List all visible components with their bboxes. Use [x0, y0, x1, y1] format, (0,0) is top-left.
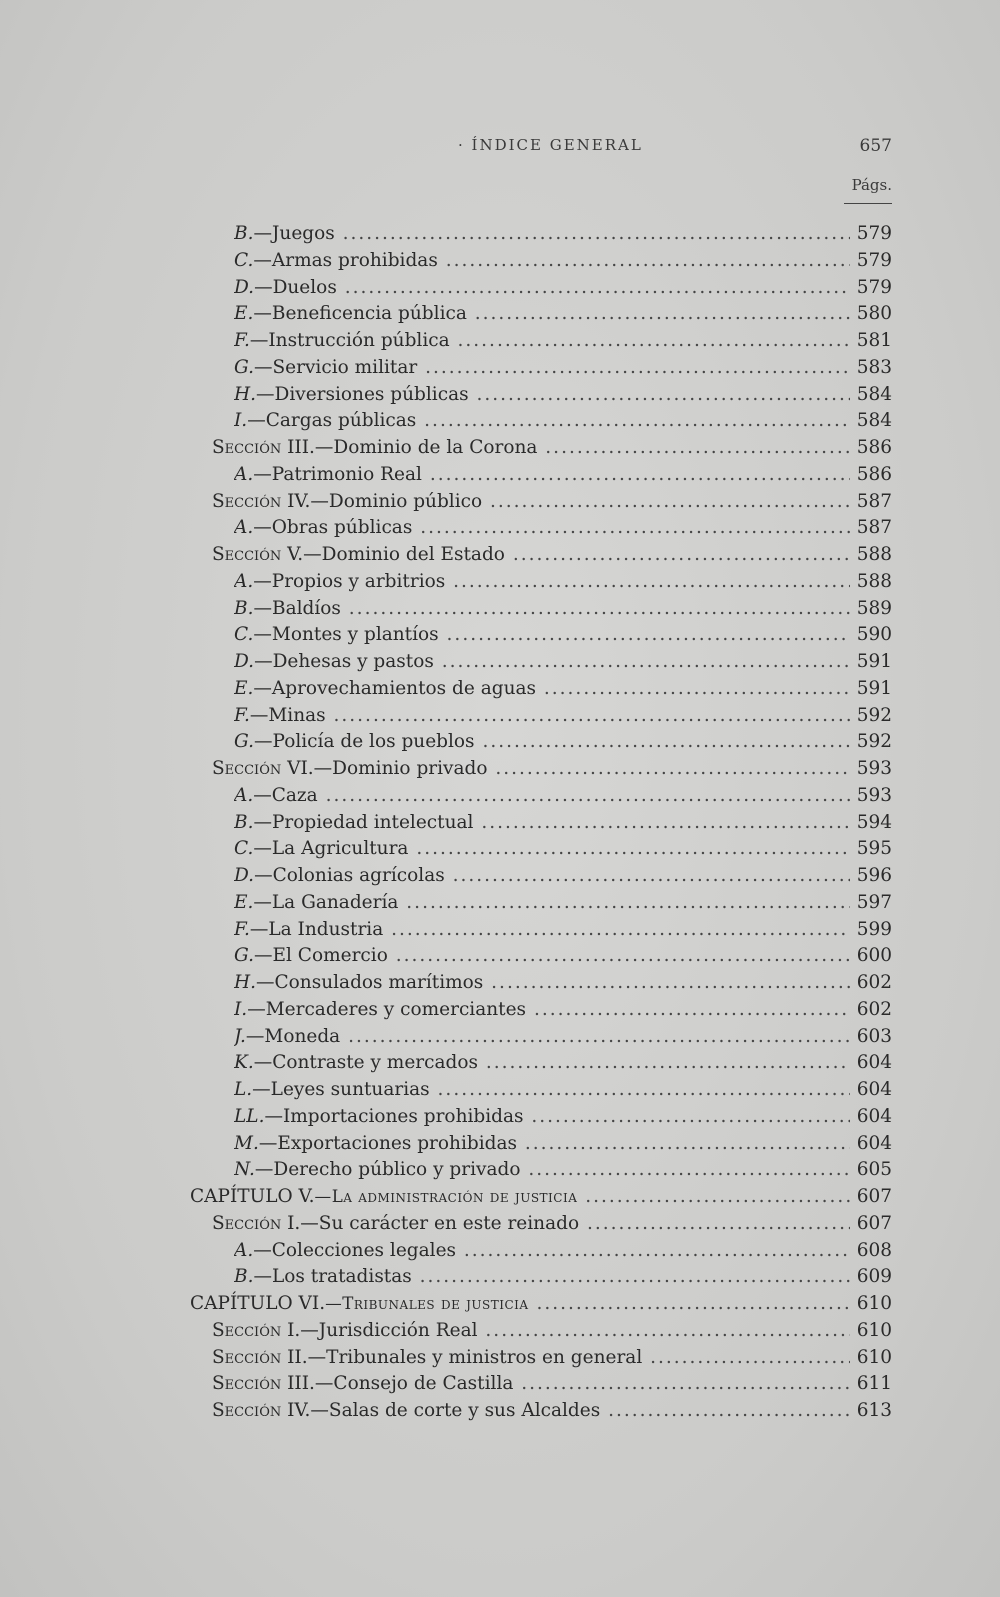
- toc-entry-title: [190, 1184, 850, 1211]
- toc-entry-page: 580: [856, 303, 892, 325]
- toc-entry-label: M.: [234, 1132, 259, 1154]
- toc-entry: [0, 783, 1000, 810]
- toc-entry-page: 579: [856, 249, 892, 271]
- toc-entry: [0, 917, 1000, 944]
- toc-entry: [0, 943, 1000, 970]
- toc-entry-text: —Leyes suntuarias: [252, 1079, 430, 1100]
- toc-entry: [0, 1318, 1000, 1345]
- toc-entry-label: Sección: [212, 490, 282, 512]
- toc-entry: [0, 1077, 1000, 1104]
- toc-entry: [0, 1131, 1000, 1158]
- toc-entry-title: [212, 1211, 850, 1238]
- toc-entry-label: A.: [234, 517, 254, 539]
- toc-entry-title: [234, 248, 850, 275]
- toc-entry-page: 579: [856, 223, 892, 244]
- toc-entry-title: [234, 863, 850, 890]
- toc-entry-title: [234, 355, 850, 382]
- toc-entry-label: Sección: [212, 1346, 282, 1368]
- toc-entry-label: A.: [234, 570, 254, 592]
- toc-entry: [0, 569, 1000, 596]
- toc-entry-text: —Baldíos: [253, 597, 341, 619]
- toc-entry: [0, 596, 1000, 623]
- toc-entry-label: Sección: [212, 437, 282, 458]
- toc-entry-page: 586: [856, 463, 892, 485]
- toc-entry: [0, 1371, 1000, 1398]
- toc-entry-text: —Propios y arbitrios: [253, 570, 446, 592]
- toc-entry: [0, 515, 1000, 542]
- toc-entry: [0, 355, 1000, 382]
- toc-entry-label: G.: [234, 945, 254, 967]
- toc-entry-label: G.: [234, 731, 254, 753]
- toc-entry-page: 595: [856, 838, 892, 860]
- toc-entry: [0, 275, 1000, 302]
- toc-entry-text: —Propiedad intelectual: [253, 811, 474, 833]
- toc-entry-label: F.: [234, 330, 250, 351]
- toc-entry-title: [234, 729, 850, 756]
- toc-entry-page: 613: [856, 1400, 892, 1421]
- toc-entry-label: Sección: [212, 1400, 282, 1421]
- toc-entry-text: —Cargas públicas: [247, 410, 417, 432]
- toc-entry-text: —Dehesas y pastos: [254, 651, 434, 672]
- toc-entry-title: [234, 382, 850, 409]
- toc-entry-text: III.—Consejo de Castilla: [281, 1373, 514, 1395]
- toc-entry-text: —Aprovechamientos de aguas: [253, 677, 537, 699]
- toc-entry: [0, 1104, 1000, 1131]
- toc-entry-title: [234, 1104, 850, 1131]
- toc-entry: [0, 301, 1000, 328]
- toc-entry-title: [234, 622, 850, 649]
- toc-entry-label: Sección: [212, 1373, 282, 1395]
- toc-entry-title: [234, 649, 850, 676]
- toc-entry-text: II.—Tribunales y ministros en general: [281, 1346, 643, 1368]
- toc-entry-title: [234, 301, 850, 328]
- toc-entry-label: D.: [234, 865, 255, 886]
- toc-entry-text: —El Comercio: [254, 945, 388, 967]
- toc-entry: [0, 997, 1000, 1024]
- toc-entry-label: CAPÍTULO V.: [190, 1186, 315, 1207]
- toc-entry-text: —Exportaciones prohibidas: [258, 1132, 517, 1154]
- toc-entry: [0, 622, 1000, 649]
- toc-entry-text: —Los tratadistas: [253, 1266, 412, 1288]
- toc-entry-page: 602: [856, 998, 892, 1020]
- toc-entry-page: 593: [856, 784, 892, 806]
- toc-entry-label: A.: [234, 463, 254, 485]
- toc-entry-page: 610: [856, 1319, 892, 1341]
- toc-entry: [0, 1345, 1000, 1372]
- toc-entry: [0, 863, 1000, 890]
- toc-entry-page: 596: [856, 865, 892, 886]
- toc-entry-label: B.: [234, 597, 254, 619]
- toc-entry-title: [212, 1371, 850, 1398]
- toc-entry-label: A.: [234, 784, 254, 806]
- toc-entry-text: —Duelos: [254, 276, 337, 298]
- toc-entry-text: —Policía de los pueblos: [254, 731, 475, 753]
- toc-entry-label: CAPÍTULO VI.: [190, 1293, 326, 1314]
- toc-entry: [0, 221, 1000, 248]
- toc-entry-label: I.: [234, 998, 248, 1020]
- toc-entry-text: —Colonias agrícolas: [254, 865, 445, 886]
- toc-entry-page: 590: [856, 624, 892, 646]
- toc-entry-label: L.: [234, 1079, 253, 1100]
- toc-entry-page: 579: [856, 276, 892, 298]
- toc-entry-page: 605: [856, 1159, 892, 1181]
- toc-entry-title: [234, 997, 850, 1024]
- toc-entry-text: —Caza: [253, 784, 318, 806]
- toc-entry-label: D.: [234, 651, 255, 672]
- toc-entry-label: Sección: [212, 758, 282, 779]
- toc-entry-page: 593: [856, 758, 892, 779]
- toc-entry: [0, 1024, 1000, 1051]
- toc-entry: [0, 542, 1000, 569]
- toc-entry-label: Sección: [212, 1319, 282, 1341]
- toc-entry-title: [234, 515, 850, 542]
- toc-entry-text: —Tribunales de justicia: [325, 1294, 529, 1313]
- toc-entry-text: III.—Dominio de la Corona: [281, 437, 538, 458]
- toc-entry: [0, 1050, 1000, 1077]
- toc-entry-page: 610: [856, 1346, 892, 1368]
- toc-entry-title: [212, 1318, 850, 1345]
- toc-entry-page: 607: [856, 1186, 892, 1207]
- toc-entry-title: [234, 1131, 850, 1158]
- toc-entry-text: —Mercaderes y comerciantes: [247, 998, 527, 1020]
- running-header-title: · ÍNDICE GENERAL: [458, 136, 643, 154]
- toc-entry: [0, 462, 1000, 489]
- toc-entry-page: 591: [856, 677, 892, 699]
- toc-entry: [0, 328, 1000, 355]
- toc-entry-page: 583: [856, 356, 892, 378]
- toc-entry: [0, 649, 1000, 676]
- toc-entry-page: 609: [856, 1266, 892, 1288]
- toc-entry-text: —Patrimonio Real: [253, 463, 422, 485]
- toc-entry-label: B.: [234, 1266, 254, 1288]
- toc-entry-text: —Montes y plantíos: [253, 624, 439, 646]
- toc-entry-text: —Consulados marítimos: [256, 972, 484, 993]
- toc-entry-title: [234, 783, 850, 810]
- toc-entry-title: [212, 1345, 850, 1372]
- toc-entry-page: 584: [856, 410, 892, 432]
- toc-entry-label: Sección: [212, 1212, 282, 1234]
- toc-entry-title: [234, 408, 850, 435]
- toc-entry-title: [234, 1264, 850, 1291]
- toc-entry-label: D.: [234, 276, 255, 298]
- toc-entry-label: Sección: [212, 544, 282, 565]
- toc-entry-label: I.: [234, 410, 248, 432]
- toc-entry-title: [234, 1077, 850, 1104]
- toc-entry: [0, 810, 1000, 837]
- toc-entry-title: [234, 676, 850, 703]
- running-header: [0, 136, 1000, 166]
- toc-entry-text: —La Ganadería: [253, 891, 399, 913]
- toc-entry: [0, 970, 1000, 997]
- toc-entry-title: [234, 462, 850, 489]
- toc-entry: [0, 1398, 1000, 1425]
- toc-entry: [0, 248, 1000, 275]
- toc-entry-label: LL.: [234, 1105, 265, 1127]
- toc-entry-label: H.: [234, 383, 257, 405]
- toc-entry-page: 604: [856, 1052, 892, 1074]
- toc-entry-title: [234, 703, 850, 730]
- toc-entry: [0, 756, 1000, 783]
- toc-entry-title: [234, 810, 850, 837]
- toc-entry-page: 592: [856, 731, 892, 753]
- toc-entry-label: B.: [234, 223, 254, 244]
- toc-entry-page: 597: [856, 891, 892, 913]
- toc-entry-label: C.: [234, 249, 254, 271]
- toc-entry-title: [234, 569, 850, 596]
- toc-entry-text: —Contraste y mercados: [253, 1052, 479, 1074]
- toc-entry-title: [212, 756, 850, 783]
- toc-entry-title: [234, 1238, 850, 1265]
- toc-entry-label: G.: [234, 356, 254, 378]
- page-number: 657: [859, 136, 892, 156]
- toc-entry-label: A.: [234, 1239, 254, 1261]
- toc-entry-title: [212, 542, 850, 569]
- toc-entry-label: C.: [234, 624, 254, 646]
- toc-entry-title: [234, 328, 850, 355]
- toc-entry: [0, 890, 1000, 917]
- toc-entry-page: 602: [856, 972, 892, 993]
- toc-entry-title: [234, 221, 850, 248]
- pages-column-rule: [844, 203, 892, 204]
- toc-entry-title: [234, 836, 850, 863]
- toc-entry-title: [234, 596, 850, 623]
- toc-entry: [0, 836, 1000, 863]
- toc-entry-title: [234, 275, 850, 302]
- toc-entry-title: [212, 1398, 850, 1425]
- toc-entry: [0, 1184, 1000, 1211]
- toc-entry: [0, 489, 1000, 516]
- toc-entry: [0, 729, 1000, 756]
- toc-entry-label: E.: [234, 677, 254, 699]
- toc-entry-title: [234, 1050, 850, 1077]
- toc-entry-text: —Armas prohibidas: [253, 249, 438, 271]
- toc-entry-page: 589: [856, 597, 892, 619]
- toc-entry-text: I.—Jurisdicción Real: [281, 1319, 478, 1341]
- toc-entry-title: [212, 489, 850, 516]
- toc-entry: [0, 676, 1000, 703]
- toc-entry-page: 594: [856, 811, 892, 833]
- toc-entry-page: 587: [856, 490, 892, 512]
- toc-entry-text: —Minas: [249, 704, 326, 726]
- toc-entry-title: [234, 890, 850, 917]
- toc-entry: [0, 382, 1000, 409]
- toc-entry: [0, 703, 1000, 730]
- toc-entry: [0, 435, 1000, 462]
- toc-entry-text: —La Industria: [249, 918, 384, 940]
- toc-entry-text: —Beneficencia pública: [253, 303, 467, 325]
- toc-entry-page: 604: [856, 1132, 892, 1154]
- toc-entry-label: N.: [234, 1159, 255, 1181]
- toc-entry-title: [190, 1291, 850, 1318]
- toc-entry: [0, 1157, 1000, 1184]
- toc-entry-text: —Obras públicas: [253, 517, 413, 539]
- toc-entry-page: 586: [856, 437, 892, 458]
- toc-entry-text: —Juegos: [253, 223, 335, 244]
- toc-entry-text: I.—Su carácter en este reinado: [281, 1212, 580, 1234]
- toc-entry-title: [234, 943, 850, 970]
- toc-entry: [0, 1238, 1000, 1265]
- toc-entry-label: E.: [234, 891, 254, 913]
- toc-entry-page: 584: [856, 383, 892, 405]
- toc-entry-page: 581: [856, 330, 892, 351]
- toc-entry-text: V.—Dominio del Estado: [281, 544, 505, 565]
- toc-entry-text: —Importaciones prohibidas: [264, 1105, 524, 1127]
- toc-entry-label: H.: [234, 972, 257, 993]
- toc-entry-title: [234, 1024, 850, 1051]
- toc-entry-page: 608: [856, 1239, 892, 1261]
- toc-entry-page: 587: [856, 517, 892, 539]
- pages-column-label: Págs.: [851, 176, 892, 194]
- toc-entry-label: C.: [234, 838, 254, 860]
- toc-entry: [0, 1211, 1000, 1238]
- toc-entry-text: —Servicio militar: [254, 356, 418, 378]
- toc-entry-text: —Instrucción pública: [249, 330, 450, 351]
- toc-entry-page: 604: [856, 1105, 892, 1127]
- toc-entry-title: [212, 435, 850, 462]
- toc-entry-page: 611: [856, 1373, 892, 1395]
- toc-entry-label: F.: [234, 704, 250, 726]
- toc-entry-page: 588: [856, 570, 892, 592]
- toc-entry-page: 592: [856, 704, 892, 726]
- toc-entry-text: —La administración de justicia: [314, 1187, 578, 1206]
- toc-entry-text: —Derecho público y privado: [254, 1159, 521, 1181]
- toc-entry-text: IV.—Dominio público: [281, 490, 483, 512]
- toc-entry-page: 600: [856, 945, 892, 967]
- toc-entry: [0, 408, 1000, 435]
- toc-entry-page: 588: [856, 544, 892, 565]
- toc-entry-title: [234, 970, 850, 997]
- toc-entry-title: [234, 1157, 850, 1184]
- toc-entry-label: B.: [234, 811, 254, 833]
- toc-entry-page: 603: [856, 1025, 892, 1047]
- toc-entry-label: J.: [234, 1025, 246, 1047]
- toc-entry-page: 591: [856, 651, 892, 672]
- toc-entry-text: —Diversiones públicas: [256, 383, 469, 405]
- toc-entry-page: 607: [856, 1212, 892, 1234]
- toc-entry-title: [234, 917, 850, 944]
- toc-entry-label: E.: [234, 303, 254, 325]
- table-of-contents: [0, 221, 1000, 1425]
- toc-entry-text: —Colecciones legales: [253, 1239, 457, 1261]
- toc-entry-text: VI.—Dominio privado: [281, 758, 488, 779]
- toc-entry: [0, 1264, 1000, 1291]
- toc-entry-label: K.: [234, 1052, 254, 1074]
- toc-entry: [0, 1291, 1000, 1318]
- toc-entry-text: IV.—Salas de corte y sus Alcaldes: [281, 1400, 601, 1421]
- toc-entry-text: —Moneda: [245, 1025, 341, 1047]
- toc-entry-page: 599: [856, 918, 892, 940]
- toc-entry-label: F.: [234, 918, 250, 940]
- toc-entry-page: 604: [856, 1079, 892, 1100]
- toc-entry-text: —La Agricultura: [253, 838, 409, 860]
- toc-entry-page: 610: [856, 1293, 892, 1314]
